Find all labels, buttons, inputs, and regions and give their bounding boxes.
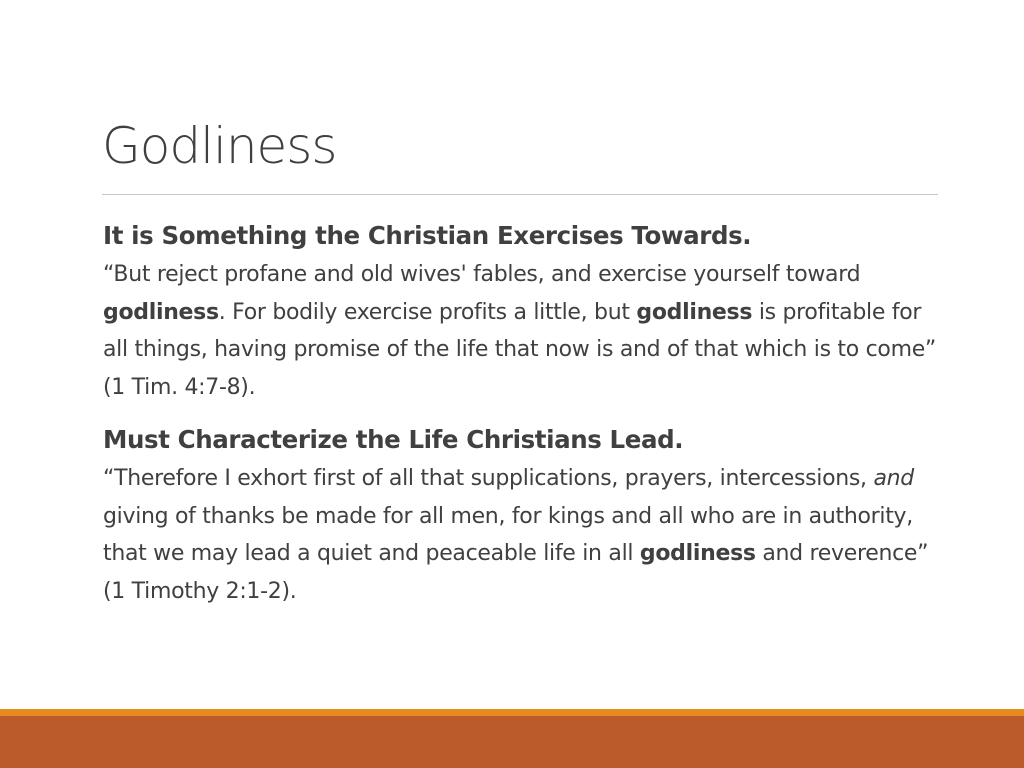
emphasis-word: godliness — [103, 299, 219, 325]
scripture-quote — [103, 256, 943, 406]
scripture-citation: (1 Timothy 2:1-2). — [103, 578, 297, 604]
quote-text: “Therefore I exhort first of all that supplications, prayers, intercessions, — [103, 466, 874, 491]
scripture-quote — [103, 460, 943, 573]
section-heading: Must Characterize the Life Christians Lead. — [103, 425, 684, 454]
footer-band — [0, 716, 1024, 768]
section-heading: It is Something the Christian Exercises Towards. — [103, 221, 752, 250]
slide-content — [103, 216, 943, 610]
section-exercise — [103, 216, 943, 406]
accent-stripe — [0, 709, 1024, 716]
section-characterize — [103, 420, 943, 610]
slide-title: Godliness — [102, 117, 337, 175]
italic-word: and — [873, 466, 914, 491]
quote-text: is profitable for all things, having promise of the life that now is and of that which is to come” (1 Tim. 4:7-8). — [103, 299, 937, 400]
title-divider — [102, 194, 938, 195]
quote-text: and reverence” — [755, 541, 929, 566]
quote-text: . For bodily exercise profits a little, but — [218, 299, 637, 325]
emphasis-word: godliness — [639, 541, 756, 566]
quote-text: “But reject profane and old wives' fables, and exercise yourself toward — [103, 262, 861, 287]
emphasis-word: godliness — [636, 299, 753, 325]
quote-text: giving of thanks be made for all men, for kings and all who are in authority, that we may lead a quiet and peaceable life in all — [103, 503, 913, 566]
